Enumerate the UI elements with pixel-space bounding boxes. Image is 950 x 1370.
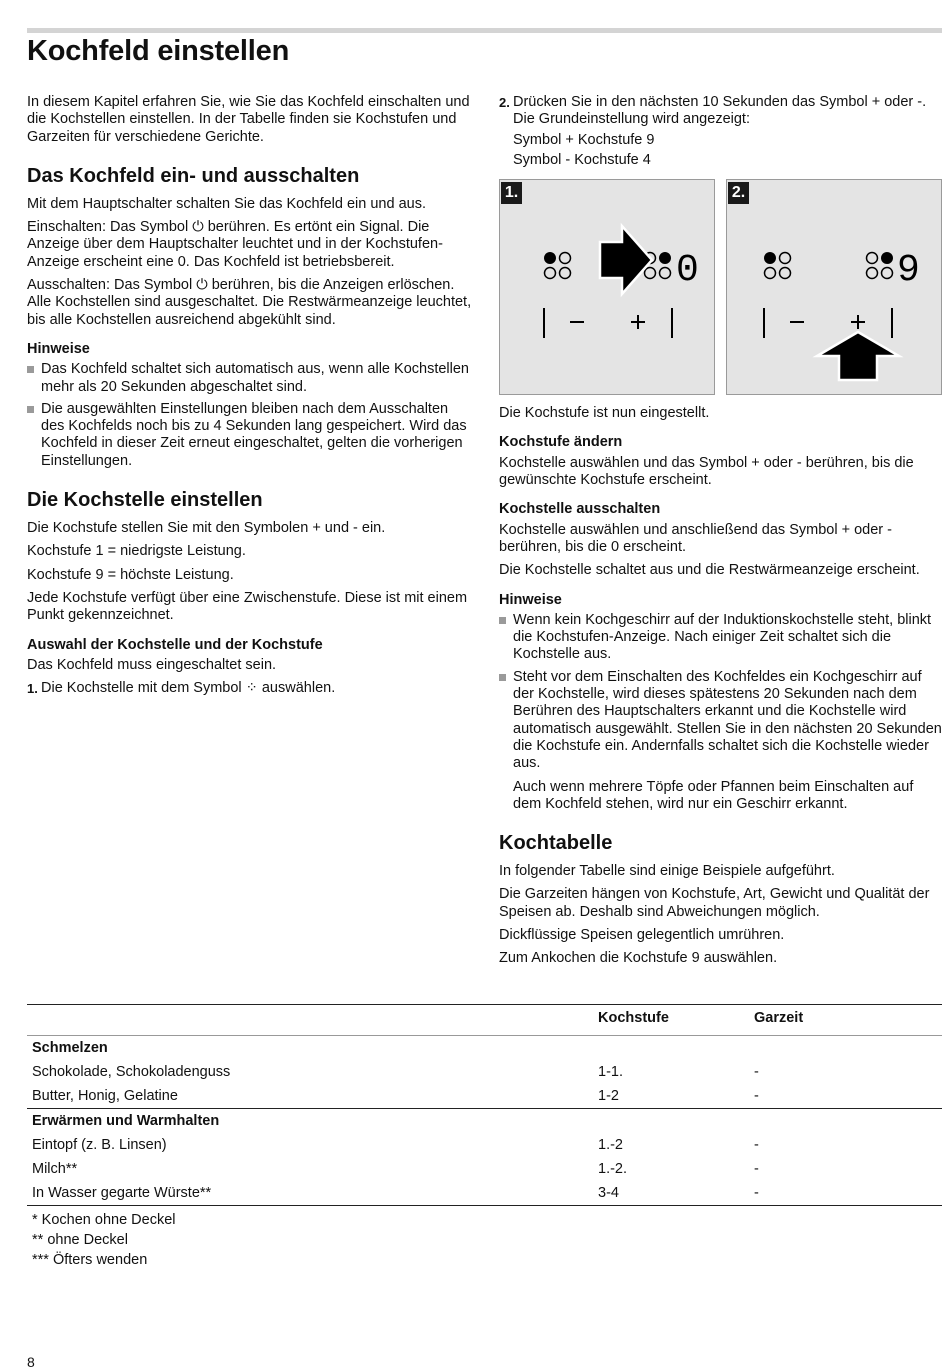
- residual-heat-text: Die Kochstelle schaltet aus und die Restwärmeanzeige erscheint.: [499, 562, 920, 579]
- plus-icon: [631, 315, 645, 329]
- table-row: Butter, Honig, Gelatine 1-2 -: [32, 1088, 759, 1104]
- table-row: Schokolade, Schokoladenguss 1-1. -: [32, 1064, 759, 1080]
- on-off-text: Mit dem Hauptschalter schalten Sie das Kochfeld ein und aus.: [27, 195, 426, 212]
- boiling-text: Zum Ankochen die Kochstufe 9 auswählen.: [499, 950, 778, 967]
- default-minus-text: Symbol - Kochstufe 4: [513, 151, 651, 168]
- cooking-table: [27, 1004, 942, 1206]
- panel-label: 2.: [728, 182, 749, 204]
- control-panel-figure: [499, 179, 943, 397]
- selected-zone-icon: [867, 252, 894, 279]
- section-set-zone-title: Die Kochstelle einstellen: [27, 489, 263, 512]
- step-text: Drücken Sie in den nächsten 10 Sekunden das Symbol + oder -. Die Grundeinstellung wird angezeigt:: [513, 94, 927, 128]
- stirring-text: Dickflüssige Speisen gelegentlich umrühren.: [499, 927, 785, 944]
- footnote: * Kochen ohne Deckel: [32, 1212, 176, 1228]
- panel-label: 1.: [501, 182, 522, 204]
- note-item: Wenn kein Kochgeschirr auf der Induktionskochstelle steht, blinkt die Kochstufen-Anzeige. Nach einiger Zeit schaltet sich die Kochstelle aus.: [499, 612, 943, 664]
- left-column: [27, 94, 473, 697]
- switch-off-text: Ausschalten: Das Symbol ⏻ berühren, bis die Anzeigen erlöschen. Alle Kochstellen sind ausgeschaltet. Die Restwärmeanzeige leuchtet, bis alle Kochstellen ausreichend abgekühlt sind.: [27, 277, 472, 328]
- table-row: Eintopf (z. B. Linsen) 1.-2 -: [32, 1137, 759, 1153]
- set-zone-text: Die Kochstufe stellen Sie mit den Symbolen + und - ein.: [27, 520, 386, 537]
- cooktop-controls: [500, 180, 714, 394]
- cooking-times-text: Die Garzeiten hängen von Kochstufe, Art, Gewicht und Qualität der Speisen ab. Deshalb sind Abweichungen möglich.: [499, 886, 930, 920]
- notes-heading: Hinweise: [27, 340, 90, 357]
- notes-heading: Hinweise: [499, 591, 562, 608]
- switch-on-text: Einschalten: Das Symbol ⏻ berühren. Es ertönt ein Signal. Die Anzeige über dem Hauptschalter leuchtet und in der Kochstufen-Anzeige erscheint eine 0. Das Kochfeld ist betriebsbereit.: [27, 219, 443, 270]
- table-group-row: [27, 1109, 942, 1134]
- note-item: Steht vor dem Einschalten des Kochfeldes ein Kochgeschirr auf der Kochstelle, wird dieses spätestens 20 Sekunden nach dem Berühren des Hauptschalters erkannt und die Kochstelle wird automatisch ausgewählt. Stellen Sie in den nächsten 20 Sekunden die Kochstufe ein. Andernfalls schaltet sich die Kochstelle wieder aus.: [499, 669, 943, 773]
- zone-off-heading: Kochstelle ausschalten: [499, 501, 661, 518]
- zone-selector-icon: [544, 252, 571, 279]
- zone-off-text: Kochstelle auswählen und anschließend das Symbol + oder - berühren, bis die 0 erscheint.: [499, 521, 892, 555]
- note-item: Das Kochfeld schaltet sich automatisch aus, wenn alle Kochstellen mehr als 20 Sekunden abgeschaltet sind.: [27, 361, 473, 396]
- note-item: Die ausgewählten Einstellungen bleiben nach dem Ausschalten des Kochfelds noch bis zu 4 Sekunden lang gespeichert. Wird das Kochfeld in dieser Zeit erneut eingeschaltet, gelten die vorherigen Einstellungen.: [27, 401, 473, 470]
- level-set-text: Die Kochstufe ist nun eingestellt.: [499, 405, 710, 422]
- footnotes: [32, 1210, 176, 1270]
- step-number: 2.: [499, 95, 510, 110]
- panel-step-2: [726, 179, 942, 395]
- top-rule: [27, 28, 942, 33]
- level-min-text: Kochstufe 1 = niedrigste Leistung.: [27, 543, 246, 560]
- level-max-text: Kochstufe 9 = höchste Leistung.: [27, 566, 234, 583]
- notes-list: [499, 612, 943, 773]
- column-header-time: Garzeit: [749, 1005, 942, 1036]
- cooktop-controls: [727, 180, 941, 394]
- step-2: [499, 94, 943, 129]
- table-row: In Wasser gegarte Würste** 3-4 -: [32, 1185, 759, 1201]
- footnote: ** ohne Deckel: [32, 1232, 128, 1248]
- plus-icon: [851, 315, 865, 329]
- page-title: Kochfeld einstellen: [27, 35, 290, 67]
- section-on-off-title: Das Kochfeld ein- und ausschalten: [27, 164, 360, 187]
- intermediate-level-text: Jede Kochstufe verfügt über eine Zwischenstufe. Diese ist mit einem Punkt gekennzeichnet.: [27, 589, 468, 624]
- footnote: *** Öfters wenden: [32, 1252, 148, 1268]
- panel-step-1: [499, 179, 715, 395]
- table-row: Milch** 1.-2. -: [32, 1161, 759, 1177]
- arrow-right-icon: [600, 226, 652, 294]
- default-plus-text: Symbol + Kochstufe 9: [513, 131, 655, 148]
- page-number: 8: [27, 1354, 35, 1370]
- level-digit: 0: [676, 249, 699, 293]
- arrow-up-icon: [817, 332, 899, 380]
- change-level-heading: Kochstufe ändern: [499, 434, 623, 451]
- note-continuation: Auch wenn mehrere Töpfe oder Pfannen beim Einschalten auf dem Kochfeld stehen, wird nur ein Geschirr erkannt.: [513, 778, 914, 812]
- change-level-text: Kochstelle auswählen und das Symbol + oder - berühren, bis die gewünschte Kochstufe erscheint.: [499, 454, 914, 489]
- table-intro-text: In folgender Tabelle sind einige Beispiele aufgeführt.: [499, 863, 835, 880]
- level-digit: 9: [897, 249, 920, 293]
- group-label: Erwärmen und Warmhalten: [27, 1109, 942, 1134]
- step-text: Die Kochstelle mit dem Symbol ⁘ auswählen.: [41, 680, 336, 697]
- right-column: [499, 94, 943, 974]
- step-number: 1.: [27, 681, 38, 697]
- cooking-table-title: Kochtabelle: [499, 832, 613, 855]
- intro-text: In diesem Kapitel erfahren Sie, wie Sie das Kochfeld einschalten und die Kochstellen einstellen. In der Tabelle finden sie Kochstufen und Garzeiten für verschiedene Gerichte.: [27, 94, 470, 145]
- table-group-row: [27, 1036, 942, 1061]
- step-1: [27, 680, 473, 697]
- selection-heading: Auswahl der Kochstelle und der Kochstufe: [27, 636, 323, 653]
- notes-list: [27, 361, 473, 470]
- column-header-level: Kochstufe: [593, 1005, 749, 1036]
- group-label: Schmelzen: [32, 1040, 108, 1056]
- precondition-text: Das Kochfeld muss eingeschaltet sein.: [27, 656, 277, 673]
- table-header-row: [27, 1005, 942, 1036]
- zone-selector-icon: [764, 252, 791, 279]
